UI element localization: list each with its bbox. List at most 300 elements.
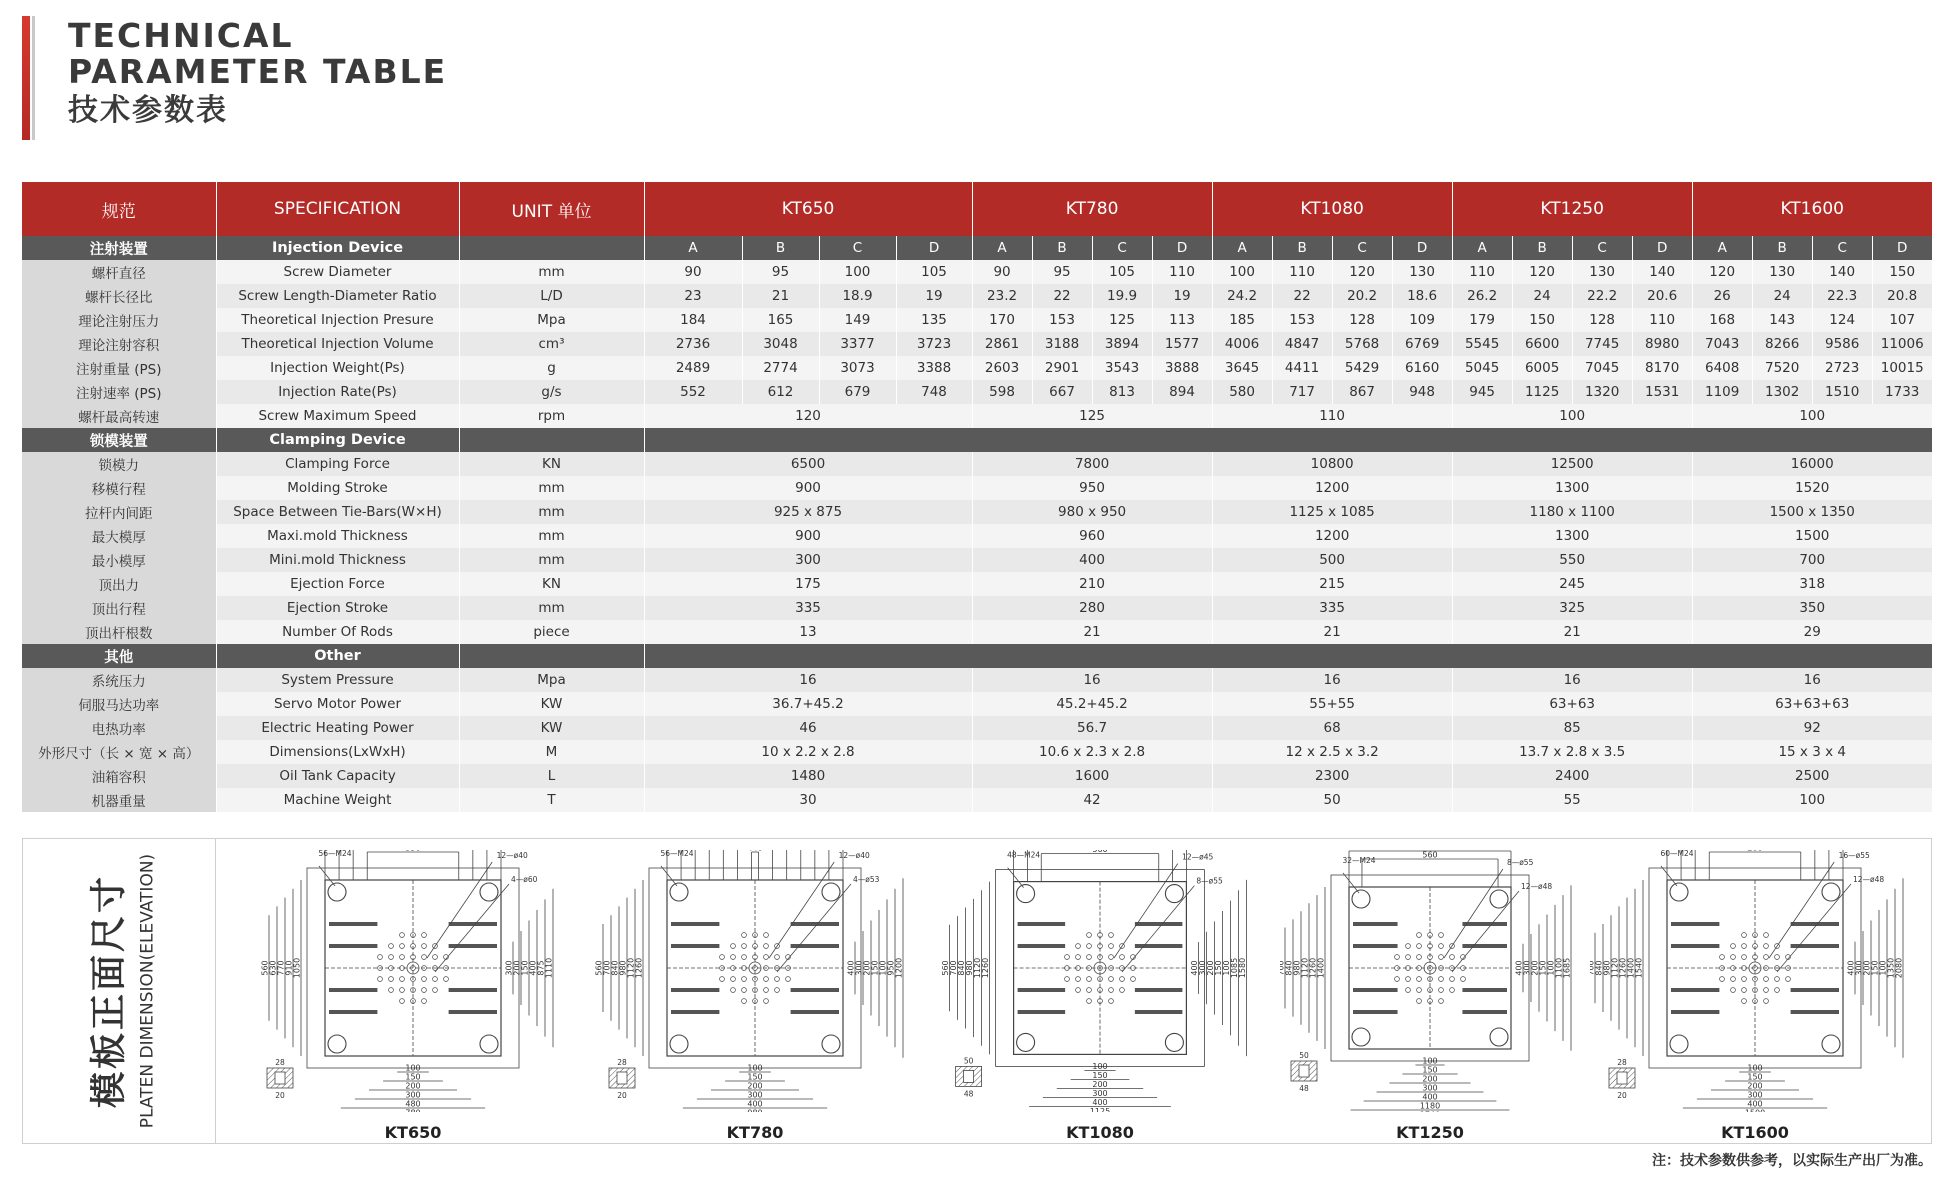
page-title-cn: 技术参数表: [68, 93, 228, 128]
dimension-label: 150: [1422, 1065, 1438, 1075]
hole-label: 16—ø55: [1838, 851, 1870, 860]
row-value: 4006: [1212, 332, 1272, 356]
sub-col-label: A: [644, 236, 742, 260]
row-value: 50: [1212, 788, 1452, 812]
dimension-label: 100: [1092, 1061, 1108, 1071]
row-value: 143: [1752, 308, 1812, 332]
row-value: 1531: [1632, 380, 1692, 404]
dimension-label: 1120: [1300, 957, 1310, 979]
row-value: 185: [1212, 308, 1272, 332]
row-value: 12 x 2.5 x 3.2: [1212, 740, 1452, 764]
row-value: 110: [1272, 260, 1332, 284]
row-value: 8170: [1632, 356, 1692, 380]
slot-detail-label: 28: [275, 1058, 285, 1067]
dimension-label: 150: [520, 960, 530, 976]
row-value: 12500: [1452, 452, 1692, 476]
row-label-en: Injection Weight(Ps): [216, 356, 459, 380]
dimension-label: 150: [1092, 1070, 1108, 1080]
row-label-cn: 锁模力: [22, 452, 216, 476]
row-value: 20.6: [1632, 284, 1692, 308]
row-value: 24: [1512, 284, 1572, 308]
row-label-cn: 顶出行程: [22, 596, 216, 620]
row-value: 500: [1212, 548, 1452, 572]
row-unit: KN: [459, 452, 644, 476]
row-value: 153: [1032, 308, 1092, 332]
group-row: [22, 236, 1932, 260]
dimension-label: 200: [747, 1081, 763, 1091]
row-value: 23.2: [972, 284, 1032, 308]
dimension-label: [405, 850, 420, 853]
row-value: 15 x 3 x 4: [1692, 740, 1932, 764]
row-unit: mm: [459, 548, 644, 572]
row-label-en: Maxi.mold Thickness: [216, 524, 459, 548]
row-value: 149: [819, 308, 896, 332]
row-label-en: Mini.mold Thickness: [216, 548, 459, 572]
platen-model-caption: KT650: [384, 1123, 442, 1142]
platen-drawing-kt1600: [1590, 850, 1920, 1140]
dimension-label: [747, 1109, 762, 1113]
row-value: 18.6: [1392, 284, 1452, 308]
row-value: 22.3: [1812, 284, 1872, 308]
row-value: 867: [1332, 380, 1392, 404]
row-value: 2774: [742, 356, 819, 380]
row-value: 18.9: [819, 284, 896, 308]
row-value: 179: [1452, 308, 1512, 332]
dimension-label: 700: [602, 960, 612, 976]
dimension-label: 950: [886, 960, 896, 976]
row-value: 2603: [972, 356, 1032, 380]
row-value: 55+55: [1212, 692, 1452, 716]
row-unit: cm³: [459, 332, 644, 356]
row-label-en: Screw Diameter: [216, 260, 459, 284]
dimension-label: 100: [747, 1063, 763, 1073]
sub-col-label: D: [1872, 236, 1932, 260]
row-value: 400: [972, 548, 1212, 572]
table-row: [22, 476, 1932, 500]
sub-col-label: B: [1512, 236, 1572, 260]
header-unit: UNIT 单位: [459, 182, 644, 236]
row-value: 16: [644, 668, 972, 692]
row-unit: mm: [459, 476, 644, 500]
row-value: 1500 x 1350: [1692, 500, 1932, 524]
row-value: 11006: [1872, 332, 1932, 356]
row-value: 2736: [644, 332, 742, 356]
dimension-label: 2080: [1894, 957, 1904, 979]
dimension-label: 300: [747, 1090, 763, 1100]
row-value: 85: [1452, 716, 1692, 740]
row-value: 3645: [1212, 356, 1272, 380]
row-value: 120: [1332, 260, 1392, 284]
table-row: [22, 668, 1932, 692]
platen-model-caption: KT1600: [1721, 1123, 1789, 1142]
header-model-kt1600: KT1600: [1692, 182, 1932, 236]
row-unit: L/D: [459, 284, 644, 308]
dimension-label: [1745, 1109, 1765, 1113]
dimension-label: 100: [1546, 960, 1556, 976]
row-value: 6005: [1512, 356, 1572, 380]
dimension-label: 300: [1854, 960, 1864, 976]
dimension-label: 200: [862, 960, 872, 976]
row-value: 100: [819, 260, 896, 284]
table-row: [22, 260, 1932, 284]
hole-label: 12—ø40: [838, 851, 870, 860]
row-value: 128: [1572, 308, 1632, 332]
platen-drawing-kt1080: [940, 850, 1260, 1140]
row-value: 130: [1752, 260, 1812, 284]
row-value: 105: [1092, 260, 1152, 284]
dimension-label: 200: [1747, 1081, 1763, 1091]
hole-label: 12—ø40: [496, 851, 528, 860]
row-value: 24: [1752, 284, 1812, 308]
dimension-label: 200: [512, 960, 522, 976]
dimension-label: 200: [405, 1081, 421, 1091]
slot-detail-label: 28: [1617, 1058, 1627, 1067]
dimension-label: 400: [528, 960, 538, 976]
row-value: 10.6 x 2.3 x 2.8: [972, 740, 1212, 764]
group-label-cn: 其他: [22, 644, 216, 668]
dimension-label: 400: [1189, 960, 1199, 976]
row-value: 100: [1452, 404, 1692, 428]
sub-col-label: B: [1752, 236, 1812, 260]
row-value: 552: [644, 380, 742, 404]
row-value: 13.7 x 2.8 x 3.5: [1452, 740, 1692, 764]
row-value: 10800: [1212, 452, 1452, 476]
dimension-label: 875: [536, 960, 546, 976]
row-value: 120: [644, 404, 972, 428]
row-unit: g: [459, 356, 644, 380]
dimension-label: 1400: [1626, 957, 1636, 979]
sub-col-label: D: [1392, 236, 1452, 260]
row-label-cn: 外形尺寸（长 × 宽 × 高）: [22, 740, 216, 764]
row-value: 184: [644, 308, 742, 332]
row-value: 1577: [1152, 332, 1212, 356]
row-value: 22: [1032, 284, 1092, 308]
row-value: 16: [972, 668, 1212, 692]
dimension-label: 200: [1862, 960, 1872, 976]
row-value: 3073: [819, 356, 896, 380]
row-value: 16: [1692, 668, 1932, 692]
row-value: 26.2: [1452, 284, 1512, 308]
table-row: [22, 572, 1932, 596]
row-unit: mm: [459, 596, 644, 620]
table-row: [22, 284, 1932, 308]
dimension-label: 100: [878, 960, 888, 976]
hole-label-secondary: 12—ø48: [1853, 875, 1885, 884]
rod-thread-label: 32—M24: [1342, 856, 1376, 865]
sub-col-label: A: [1452, 236, 1512, 260]
row-value: 980 x 950: [972, 500, 1212, 524]
footnote: 注：技术参数供参考，以实际生产出厂为准。: [1652, 1153, 1932, 1169]
row-value: 325: [1452, 596, 1692, 620]
row-value: 2489: [644, 356, 742, 380]
row-unit: Mpa: [459, 668, 644, 692]
dimension-label: 910: [284, 960, 294, 976]
row-label-en: Dimensions(LxWxH): [216, 740, 459, 764]
row-unit: L: [459, 764, 644, 788]
row-value: 36.7+45.2: [644, 692, 972, 716]
row-label-en: Molding Stroke: [216, 476, 459, 500]
row-value: 2723: [1812, 356, 1872, 380]
row-value: 215: [1212, 572, 1452, 596]
row-value: 3388: [896, 356, 972, 380]
row-value: 894: [1152, 380, 1212, 404]
row-value: 110: [1632, 308, 1692, 332]
row-value: 350: [1692, 596, 1932, 620]
dimension-label: 150: [1538, 960, 1548, 976]
row-value: 2400: [1452, 764, 1692, 788]
row-label-en: System Pressure: [216, 668, 459, 692]
platen-model-caption: KT780: [726, 1123, 784, 1142]
platen-drawing-kt1250: [1280, 850, 1580, 1140]
row-value: 3723: [896, 332, 972, 356]
row-value: 125: [1092, 308, 1152, 332]
header-model-kt1250: KT1250: [1452, 182, 1692, 236]
table-row: [22, 692, 1932, 716]
row-value: 1520: [1692, 476, 1932, 500]
dimension-label: 1125: [1089, 1106, 1111, 1112]
slot-detail-label: 28: [617, 1058, 627, 1067]
row-unit: rpm: [459, 404, 644, 428]
dimension-label: 150: [405, 1072, 421, 1082]
parameter-table: [22, 182, 1933, 812]
dimension-label: 1180: [1419, 1101, 1441, 1111]
row-value: 128: [1332, 308, 1392, 332]
row-value: 6408: [1692, 356, 1752, 380]
row-label-cn: 油箱容积: [22, 764, 216, 788]
row-value: 335: [644, 596, 972, 620]
row-value: 598: [972, 380, 1032, 404]
sub-col-label: C: [1092, 236, 1152, 260]
row-unit: T: [459, 788, 644, 812]
row-value: 20.8: [1872, 284, 1932, 308]
dimension-label: 150: [1747, 1072, 1763, 1082]
row-value: 7800: [972, 452, 1212, 476]
dimension-label: 300: [1522, 960, 1532, 976]
row-value: 46: [644, 716, 972, 740]
row-value: 45.2+45.2: [972, 692, 1212, 716]
sub-col-label: B: [742, 236, 819, 260]
sub-col-label: D: [1152, 236, 1212, 260]
row-value: 135: [896, 308, 972, 332]
row-value: 21: [1452, 620, 1692, 644]
dimension-label: 400: [1747, 1099, 1763, 1109]
dimension-label: 1120: [1610, 957, 1620, 979]
platen-dimension-label: [22, 838, 216, 1144]
row-unit: KW: [459, 716, 644, 740]
row-value: 20.2: [1332, 284, 1392, 308]
row-value: 4847: [1272, 332, 1332, 356]
table-row: [22, 452, 1932, 476]
dimension-label: 400: [1514, 960, 1524, 976]
dimension-label: [1747, 850, 1762, 853]
dimension-label: 1260: [981, 957, 991, 979]
dimension-label: 1100: [1554, 957, 1564, 979]
row-label-en: Machine Weight: [216, 788, 459, 812]
row-value: 900: [644, 476, 972, 500]
row-label-cn: 最大模厚: [22, 524, 216, 548]
row-value: 1200: [1212, 476, 1452, 500]
row-value: 23: [644, 284, 742, 308]
row-value: 335: [1212, 596, 1452, 620]
row-unit: g/s: [459, 380, 644, 404]
slot-detail-label: 20: [1617, 1091, 1627, 1100]
platen-drawing-kt780: [570, 850, 940, 1140]
row-value: 42: [972, 788, 1212, 812]
group-label-en: Clamping Device: [216, 428, 459, 452]
row-value: 1510: [1812, 380, 1872, 404]
row-value: 168: [1692, 308, 1752, 332]
dimension-label: 300: [1422, 1083, 1438, 1093]
header-model-kt650: KT650: [644, 182, 972, 236]
dimension-label: 1260: [1308, 957, 1318, 979]
row-value: 100: [1692, 788, 1932, 812]
row-value: 150: [1512, 308, 1572, 332]
row-label-en: Ejection Force: [216, 572, 459, 596]
dimension-label: 1110: [544, 957, 554, 979]
slot-detail-label: 20: [275, 1091, 285, 1100]
sub-col-label: A: [1692, 236, 1752, 260]
row-value: 7745: [1572, 332, 1632, 356]
dimension-label: 1540: [1634, 957, 1644, 979]
platen-drawing-kt650: [248, 850, 578, 1140]
dimension-label: 400: [1422, 1092, 1438, 1102]
dimension-label: 400: [1846, 960, 1856, 976]
table-row: [22, 716, 1932, 740]
row-label-cn: 机器重量: [22, 788, 216, 812]
row-unit: M: [459, 740, 644, 764]
row-value: 5545: [1452, 332, 1512, 356]
row-label-en: Electric Heating Power: [216, 716, 459, 740]
row-label-cn: 伺服马达功率: [22, 692, 216, 716]
platen-svg: [570, 850, 940, 1112]
dimension-label: 200: [1422, 1074, 1438, 1084]
dimension-label: 1685: [1562, 957, 1572, 979]
row-label-cn: 理论注射容积: [22, 332, 216, 356]
row-label-en: Space Between Tie-Bars(W×H): [216, 500, 459, 524]
sub-col-label: C: [1572, 236, 1632, 260]
row-value: 1200: [1212, 524, 1452, 548]
row-value: 29: [1692, 620, 1932, 644]
row-value: 5429: [1332, 356, 1392, 380]
platen-model-caption: KT1080: [1066, 1123, 1134, 1142]
sub-col-label: C: [1812, 236, 1872, 260]
row-value: 8266: [1752, 332, 1812, 356]
group-unit-blank: [459, 236, 644, 260]
row-value: 667: [1032, 380, 1092, 404]
dimension-label: 1400: [1316, 957, 1326, 979]
row-value: 1480: [644, 764, 972, 788]
row-value: 21: [972, 620, 1212, 644]
row-value: 19.9: [1092, 284, 1152, 308]
header-spec-cn: 规范: [22, 182, 216, 236]
row-value: 1109: [1692, 380, 1752, 404]
row-value: 150: [1872, 260, 1932, 284]
row-value: 140: [1632, 260, 1692, 284]
row-label-cn: 理论注射压力: [22, 308, 216, 332]
group-label-cn: 注射装置: [22, 236, 216, 260]
row-value: 6600: [1512, 332, 1572, 356]
row-value: 3888: [1152, 356, 1212, 380]
row-value: 7520: [1752, 356, 1812, 380]
table-row: [22, 764, 1932, 788]
dimension-label: 1260: [1618, 957, 1628, 979]
dimension-label: [405, 1109, 420, 1113]
dimension-label: 1580: [1237, 957, 1247, 979]
rod-thread-label: 56—M24: [660, 850, 694, 858]
row-value: 245: [1452, 572, 1692, 596]
row-label-cn: 电热功率: [22, 716, 216, 740]
dimension-label: 480: [405, 1099, 421, 1109]
header-spec-en: SPECIFICATION: [216, 182, 459, 236]
dimension-label: 560: [260, 960, 270, 976]
row-value: 153: [1272, 308, 1332, 332]
row-value: 948: [1392, 380, 1452, 404]
row-label-en: Screw Length-Diameter Ratio: [216, 284, 459, 308]
sub-col-label: D: [1632, 236, 1692, 260]
row-value: 925 x 875: [644, 500, 972, 524]
table-row: [22, 788, 1932, 812]
group-label-en: Other: [216, 644, 459, 668]
slot-detail-label: 50: [1299, 1051, 1309, 1060]
row-value: 3377: [819, 332, 896, 356]
row-value: 300: [644, 548, 972, 572]
row-value: 6769: [1392, 332, 1452, 356]
row-value: 110: [1212, 404, 1452, 428]
row-label-cn: 移模行程: [22, 476, 216, 500]
platen-svg: [248, 850, 578, 1112]
group-unit-blank: [459, 644, 644, 668]
row-label-cn: 螺杆直径: [22, 260, 216, 284]
dimension-label: 700: [949, 960, 959, 976]
sub-col-label: B: [1272, 236, 1332, 260]
row-value: 4411: [1272, 356, 1332, 380]
platen-svg: [1280, 850, 1580, 1112]
table-row: [22, 740, 1932, 764]
row-value: 748: [896, 380, 972, 404]
row-value: 813: [1092, 380, 1152, 404]
sub-col-label: A: [972, 236, 1032, 260]
slot-detail-label: 20: [617, 1091, 627, 1100]
dimension-label: 100: [1221, 960, 1231, 976]
group-blank: [644, 428, 1932, 452]
group-blank: [644, 644, 1932, 668]
row-label-cn: 顶出力: [22, 572, 216, 596]
dimension-label: 400: [846, 960, 856, 976]
row-value: 124: [1812, 308, 1872, 332]
table-row: [22, 596, 1932, 620]
row-value: 109: [1392, 308, 1452, 332]
group-row: [22, 428, 1932, 452]
table-row: [22, 308, 1932, 332]
row-value: 130: [1572, 260, 1632, 284]
dimension-label: 1085: [1229, 957, 1239, 979]
dimension-label: 1260: [634, 957, 644, 979]
dimension-label: 150: [1870, 960, 1880, 976]
row-value: 13: [644, 620, 972, 644]
row-value: 19: [1152, 284, 1212, 308]
row-unit: piece: [459, 620, 644, 644]
row-value: 2300: [1212, 764, 1452, 788]
dimension-label: 700: [1590, 960, 1596, 976]
dimension-label: 840: [1284, 960, 1294, 976]
sub-col-label: B: [1032, 236, 1092, 260]
row-value: 10015: [1872, 356, 1932, 380]
dimension-label: 300: [854, 960, 864, 976]
row-value: 113: [1152, 308, 1212, 332]
row-label-en: Ejection Stroke: [216, 596, 459, 620]
dimension-label: 400: [1092, 1097, 1108, 1107]
row-value: 1320: [1572, 380, 1632, 404]
